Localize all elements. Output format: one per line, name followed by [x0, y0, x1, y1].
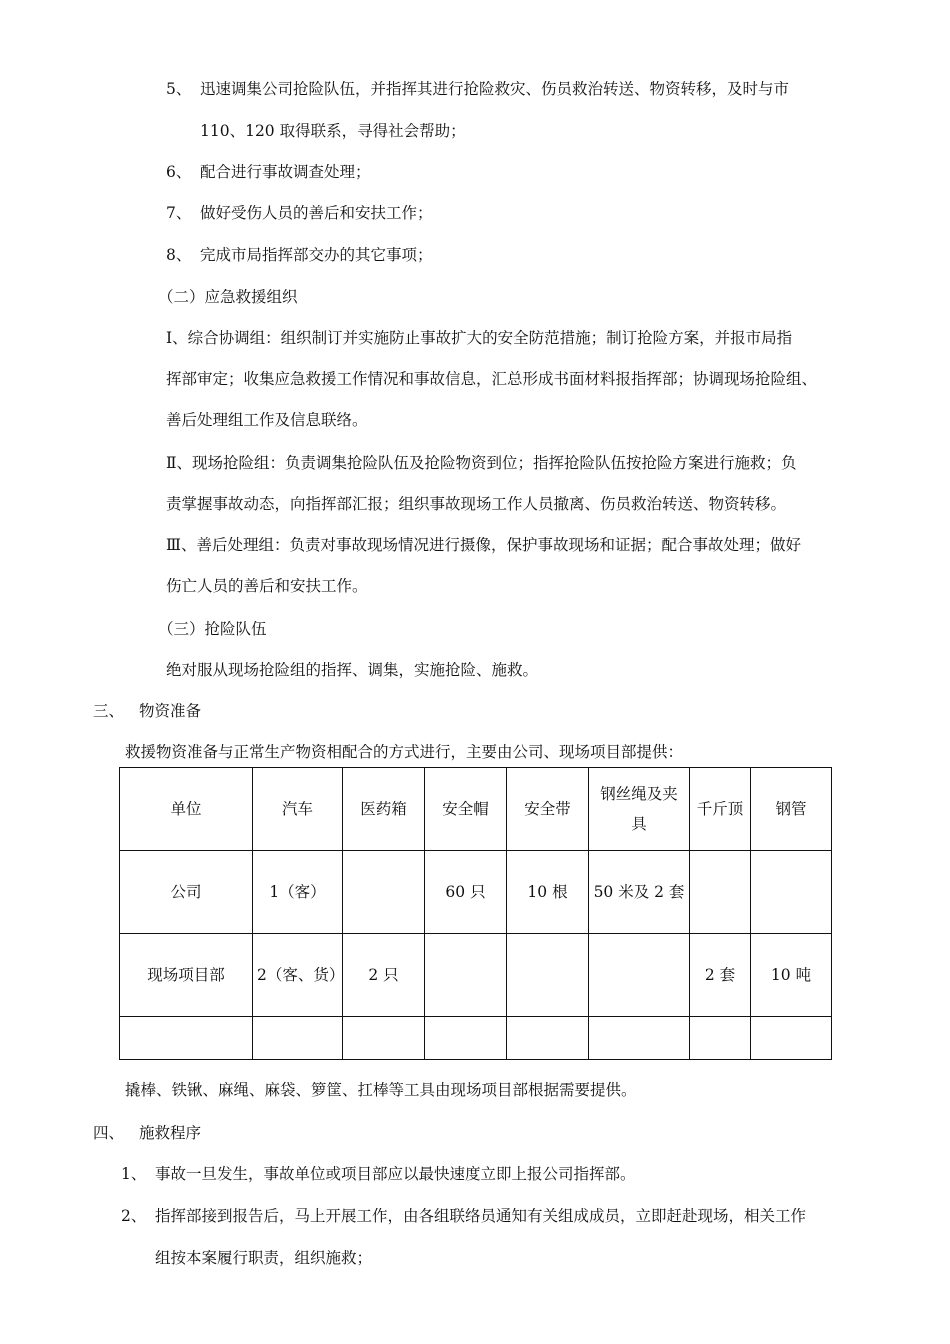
duty-number: 6、	[166, 163, 192, 181]
tools-note: 撬棒、铁锹、麻绳、麻袋、箩筐、扛棒等工具由现场项目部根据需要提供。	[125, 1081, 637, 1099]
table-cell	[120, 1017, 253, 1060]
table-cell	[690, 851, 751, 934]
duty-item-5-cont: 110、120 取得联系，寻得社会帮助；	[200, 122, 466, 140]
table-header-cell: 汽车	[253, 768, 343, 851]
table-header-cell: 单位	[120, 768, 253, 851]
duty-text: 迅速调集公司抢险队伍，并指挥其进行抢险救灾、伤员救治转送、物资转移，及时与市	[200, 80, 790, 98]
table-row	[120, 1017, 832, 1060]
duty-item-7	[166, 206, 433, 222]
table-cell	[751, 851, 832, 934]
procedure-item-1	[121, 1167, 636, 1183]
table-cell	[507, 934, 589, 1017]
group-1-line-2: 挥部审定；收集应急救援工作情况和事故信息，汇总形成书面材料报指挥部；协调现场抢险组、	[166, 370, 818, 388]
materials-intro: 救援物资准备与正常生产物资相配合的方式进行，主要由公司、现场项目部提供：	[125, 743, 684, 761]
part-number: 三、	[93, 702, 125, 720]
table-cell: 2（客、货）	[253, 934, 343, 1017]
duty-number: 7、	[166, 204, 192, 222]
table-cell	[343, 851, 425, 934]
group-1-line-1: Ⅰ、综合协调组：组织制订并实施防止事故扩大的安全防范措施；制订抢险方案，并报市局指	[166, 329, 793, 347]
group-1-line-3: 善后处理组工作及信息联络。	[166, 411, 368, 429]
duty-item-8	[166, 248, 433, 264]
table-cell: 现场项目部	[120, 934, 253, 1017]
table-header-cell: 安全帽	[425, 768, 507, 851]
table-cell	[343, 1017, 425, 1060]
part-title: 施救程序	[139, 1124, 202, 1142]
rescue-team-text: 绝对服从现场抢险组的指挥、调集，实施抢险、施救。	[166, 661, 539, 679]
table-cell: 公司	[120, 851, 253, 934]
section-heading-rescue-team: （三）抢险队伍	[158, 620, 267, 638]
table-header-cell: 千斤顶	[690, 768, 751, 851]
table-cell	[253, 1017, 343, 1060]
table-row	[120, 851, 832, 934]
table-cell: 50 米及 2 套	[589, 851, 690, 934]
procedure-text: 事故一旦发生，事故单位或项目部应以最快速度立即上报公司指挥部。	[155, 1165, 636, 1183]
materials-table	[119, 767, 832, 1060]
table-cell: 1（客）	[253, 851, 343, 934]
group-3-line-2: 伤亡人员的善后和安扶工作。	[166, 577, 368, 595]
section-heading-emergency-org: （二）应急救援组织	[158, 288, 298, 306]
table-cell	[425, 934, 507, 1017]
duty-item-5	[166, 82, 789, 98]
table-header-cell: 钢管	[751, 768, 832, 851]
group-3-line-1: Ⅲ、善后处理组：负责对事故现场情况进行摄像，保护事故现场和证据；配合事故处理；做好	[166, 536, 801, 554]
table-row	[120, 934, 832, 1017]
group-2-line-2: 责掌握事故动态，向指挥部汇报；组织事故现场工作人员撤离、伤员救治转送、物资转移。	[166, 495, 787, 513]
part-heading-materials	[93, 704, 201, 720]
procedure-number: 1、	[121, 1165, 147, 1183]
duty-text: 配合进行事故调查处理；	[200, 163, 371, 181]
table-cell	[751, 1017, 832, 1060]
table-cell: 10 根	[507, 851, 589, 934]
duty-number: 5、	[166, 80, 192, 98]
table-cell: 2 套	[690, 934, 751, 1017]
table-header-row	[120, 768, 832, 851]
duty-text: 完成市局指挥部交办的其它事项；	[200, 246, 433, 264]
duty-item-6	[166, 165, 371, 181]
table-cell: 60 只	[425, 851, 507, 934]
part-heading-rescue-procedure	[93, 1126, 201, 1142]
table-cell	[425, 1017, 507, 1060]
table-cell	[507, 1017, 589, 1060]
table-cell: 10 吨	[751, 934, 832, 1017]
duty-number: 8、	[166, 246, 192, 264]
part-title: 物资准备	[139, 702, 202, 720]
duty-text: 做好受伤人员的善后和安扶工作；	[200, 204, 433, 222]
table-cell	[589, 934, 690, 1017]
procedure-text: 指挥部接到报告后，马上开展工作，由各组联络员通知有关组成成员，立即赶赴现场，相关工作	[155, 1207, 807, 1225]
procedure-item-2	[121, 1209, 806, 1225]
group-2-line-1: Ⅱ、现场抢险组：负责调集抢险队伍及抢险物资到位；指挥抢险队伍按抢险方案进行施救；负	[166, 454, 797, 472]
table-cell: 2 只	[343, 934, 425, 1017]
procedure-number: 2、	[121, 1207, 147, 1225]
table-cell	[690, 1017, 751, 1060]
table-header-cell: 钢丝绳及夹具	[589, 768, 690, 851]
part-number: 四、	[93, 1124, 125, 1142]
table-cell	[589, 1017, 690, 1060]
procedure-item-2-cont: 组按本案履行职责，组织施救；	[155, 1249, 373, 1267]
table-header-cell: 安全带	[507, 768, 589, 851]
table-header-cell: 医药箱	[343, 768, 425, 851]
